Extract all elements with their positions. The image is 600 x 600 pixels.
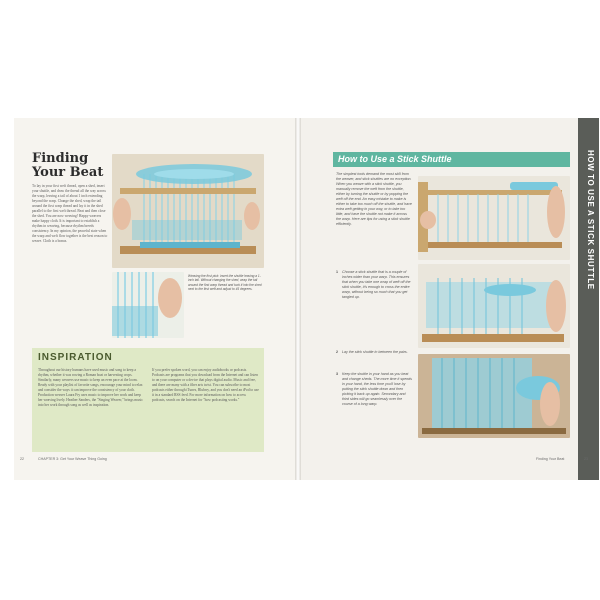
inspiration-title: INSPIRATION xyxy=(38,352,113,363)
step-number: 2 xyxy=(336,350,338,354)
right-page-number: 23 xyxy=(584,457,588,461)
stick-shuttle-photo-1 xyxy=(418,176,570,260)
step-text: Choose a stick shuttle that is a couple of inches wider than your warp. This ensures that when you take one wrap of weft off the stick shuttle, it's enough to cross the entire warp, without being so much that you get tangled up. xyxy=(342,270,411,299)
step-number: 3 xyxy=(336,372,338,376)
body-text: To lay in your first weft thread, open a shed, insert your shuttle, and draw the thread all the way across the warp, leaving a tail of about 1 inch extending beyond the warp. Change the shed, wrap the tail around the first warp thread and lay it in the shed parallel to the first weft thread. Beat and then close the shed. You are now weaving! Happy weavers make happy cloth. It is important to establish a rhythm in weaving, because rhythm breeds consistency. In my opinion, the peaceful state when the warp and weft flow together is the best reason to weave. Cloth is a bonus. xyxy=(32,184,108,243)
step-text: Lay the stick shuttle in between the pairs. xyxy=(342,350,408,354)
photo-caption: Weaving the first pick: insert the shuttle leaving a 1-inch tail. Without changing the shed, wrap the tail around the first warp thread and tuck it into the shed next to the first weft and adjust to 45 degrees. xyxy=(188,274,262,292)
step-text: Keep the shuttle in your hand as you beat and change sheds. The more time it spends in your hand, the less time you'll lose by putting the stick shuttle down and then picking it back up again. Secondary and third sides will go seamlessly over the course of a long warp. xyxy=(342,372,412,406)
left-footer-chapter: CHAPTER 3: Get Your Weave Thing Going xyxy=(38,457,107,461)
inspiration-column-2: If you prefer spoken word, you can enjoy audiobooks or podcasts. Podcasts are programs that you download from the Internet and can listen to on your computer or a device that plays digital audio. Music and free, and there are many with a fiber arts twist. You can subscribe to most podcasts either through iTunes, Blubrry, and you don't need an iPod to use it in a standard RSS feed. For more information on how to access podcasts, search on the Internet for "how podcasting works." xyxy=(152,368,259,402)
loom-photo-main xyxy=(112,154,264,268)
sidebar-label: HOW TO USE A STICK SHUTTLE xyxy=(586,150,595,290)
section-intro: The simplest tools demand the most skill from the weaver, and stick shuttles are no exception. When you weave with a stick shuttle, you manually remove the weft from the shuttle, either by turning the shuttle or by popping the weft off the end. An easy mistake to make is either to take too much off the shuttle, and have extra weft getting in your way, or to take too little, and have the shuttle not make it across the warp. Here are tips for using a stick shuttle efficiently. xyxy=(336,172,412,226)
left-page-number: 22 xyxy=(20,457,24,461)
section-title: How to Use a Stick Shuttle xyxy=(338,154,452,164)
stick-shuttle-photo-2 xyxy=(418,264,570,348)
inspiration-column-1: Throughout our history humans have used music and song to keep a rhythm, whether it was rowing a Roman boat or harvesting crops. Similarly, many weavers use music to keep an even pace at the loom. Ready with your playlist of favorite songs, encourage your mind to relax and consider the ways it can improve the consistency of your cloth. Production weaver Laura Fry uses music to improve her work and keep her weaving lively. Heather Sanders, the "Singing Weaver," brings music into her work through song as well as inspiration. xyxy=(38,368,143,407)
step-number: 1 xyxy=(336,270,338,274)
page-title: Finding Your Beat xyxy=(32,151,104,180)
loom-photo-detail xyxy=(112,272,184,338)
right-footer-section: Finding Your Beat xyxy=(536,457,565,461)
stick-shuttle-photo-3 xyxy=(418,354,570,438)
